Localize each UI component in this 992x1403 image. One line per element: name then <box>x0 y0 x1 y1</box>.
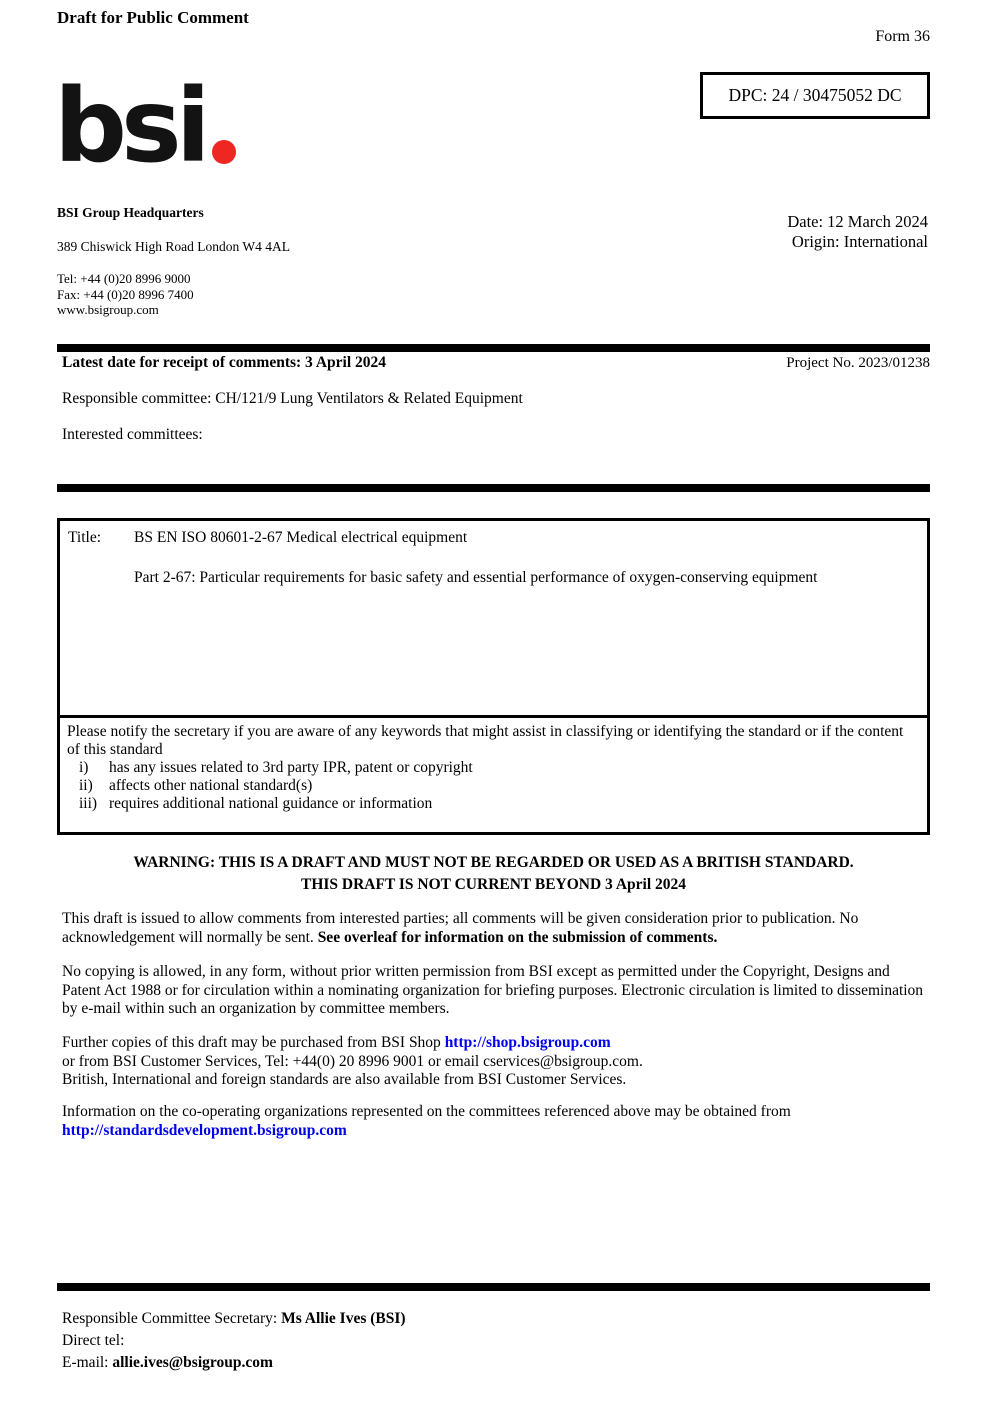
dpc-number-box <box>700 72 930 119</box>
title-box <box>57 518 930 718</box>
notify-intro: Please notify the secretary if you are aware of any keywords that might assist in classifying or identifying the standard or if the content of this standard <box>67 723 904 758</box>
cooperating-orgs-paragraph <box>62 1103 932 1140</box>
draft-warning <box>57 852 930 896</box>
bsi-logo-text: bsi <box>54 67 205 186</box>
bsi-logo-red-dot-icon <box>212 140 236 164</box>
further-copies-paragraph <box>62 1034 932 1090</box>
further-copies-text: Further copies of this draft may be purchased from BSI Shop <box>62 1034 445 1051</box>
notify-item-3-marker: iii) <box>79 795 98 812</box>
no-copying-paragraph: No copying is allowed, in any form, without prior written permission from BSI except as permitted under the Copyright, Designs and Patent Act 1988 or for circulation within a nominating organization for briefing purposes. Electronic circulation is limited to dissemination by e-mail within such an organization by committee members. <box>62 963 924 1017</box>
direct-tel-line: Direct tel: <box>62 1332 125 1349</box>
standard-part-title: Part 2-67: Particular requirements for basic safety and essential performance of oxygen-conserving equipment <box>134 569 818 586</box>
notify-item-2-marker: ii) <box>79 777 93 794</box>
cooperating-orgs-text: Information on the co-operating organizations represented on the committees referenced above may be obtained from <box>62 1103 791 1120</box>
hq-tel: Tel: +44 (0)20 8996 9000 <box>57 271 191 286</box>
date-origin-block <box>787 212 928 252</box>
warning-line-1: WARNING: THIS IS A DRAFT AND MUST NOT BE REGARDED OR USED AS A BRITISH STANDARD. <box>133 854 854 871</box>
further-copies-line <box>62 1034 932 1053</box>
standards-development-link[interactable]: http://standardsdevelopment.bsigroup.com <box>62 1121 347 1139</box>
standards-available-line: British, International and foreign standards are also available from BSI Customer Services. <box>62 1071 627 1088</box>
bsi-shop-link[interactable]: http://shop.bsigroup.com <box>444 1034 611 1051</box>
notify-item-3-text: requires additional national guidance or information <box>109 795 433 812</box>
secretary-block <box>62 1308 406 1374</box>
document-origin: Origin: International <box>791 232 928 251</box>
notify-item-2 <box>67 777 920 795</box>
secretary-line <box>62 1308 406 1330</box>
title-label: Title: <box>68 529 102 546</box>
email-label: E-mail: <box>62 1354 113 1371</box>
interested-committees: Interested committees: <box>62 426 203 443</box>
customer-services-line: or from BSI Customer Services, Tel: +44(0) 20 8996 9001 or email cservices@bsigroup.com. <box>62 1052 643 1070</box>
warning-line-2: THIS DRAFT IS NOT CURRENT BEYOND 3 April 2024 <box>301 876 686 893</box>
hq-fax: Fax: +44 (0)20 8996 7400 <box>57 286 194 302</box>
secretary-email: allie.ives@bsigroup.com <box>112 1354 273 1371</box>
secretary-label: Responsible Committee Secretary: <box>62 1310 282 1327</box>
comments-deadline-row <box>62 354 930 372</box>
hq-address: 389 Chiswick High Road London W4 4AL <box>57 239 290 254</box>
keywords-notify-box <box>57 718 930 835</box>
form-number: Form 36 <box>875 28 930 45</box>
notify-item-1-marker: i) <box>79 759 89 776</box>
notify-item-1-text: has any issues related to 3rd party IPR, patent or copyright <box>109 759 473 776</box>
notify-item-2-text: affects other national standard(s) <box>109 777 313 794</box>
draft-issued-text: This draft is issued to allow comments from interested parties; all comments will be given consideration prior to publication. No acknowledgement will normally be sent. <box>62 910 859 946</box>
title-content <box>134 529 817 707</box>
project-number: Project No. 2023/01238 <box>786 355 930 371</box>
draft-issued-paragraph <box>62 910 932 947</box>
hq-title: BSI Group Headquarters <box>57 205 204 220</box>
notify-item-3 <box>67 795 920 813</box>
latest-date-for-comments: Latest date for receipt of comments: 3 April 2024 <box>62 354 386 371</box>
standard-designation: BS EN ISO 80601-2-67 Medical electrical equipment <box>134 529 468 546</box>
separator-bar-bottom <box>57 1283 930 1291</box>
separator-bar-middle <box>57 484 930 492</box>
responsible-committee: Responsible committee: CH/121/9 Lung Ventilators & Related Equipment <box>62 390 523 407</box>
headquarters-block <box>57 205 417 318</box>
bsi-logo <box>54 67 236 186</box>
notify-item-1 <box>67 759 920 777</box>
hq-website: www.bsigroup.com <box>57 302 159 317</box>
dpc-number: DPC: 24 / 30475052 DC <box>728 85 902 105</box>
document-date: Date: 12 March 2024 <box>787 212 928 231</box>
separator-bar-top <box>57 344 930 352</box>
secretary-name: Ms Allie Ives (BSI) <box>281 1310 406 1327</box>
draft-for-public-comment-label: Draft for Public Comment <box>57 8 249 27</box>
email-line <box>62 1352 406 1374</box>
see-overleaf-note: See overleaf for information on the submission of comments. <box>317 928 718 946</box>
